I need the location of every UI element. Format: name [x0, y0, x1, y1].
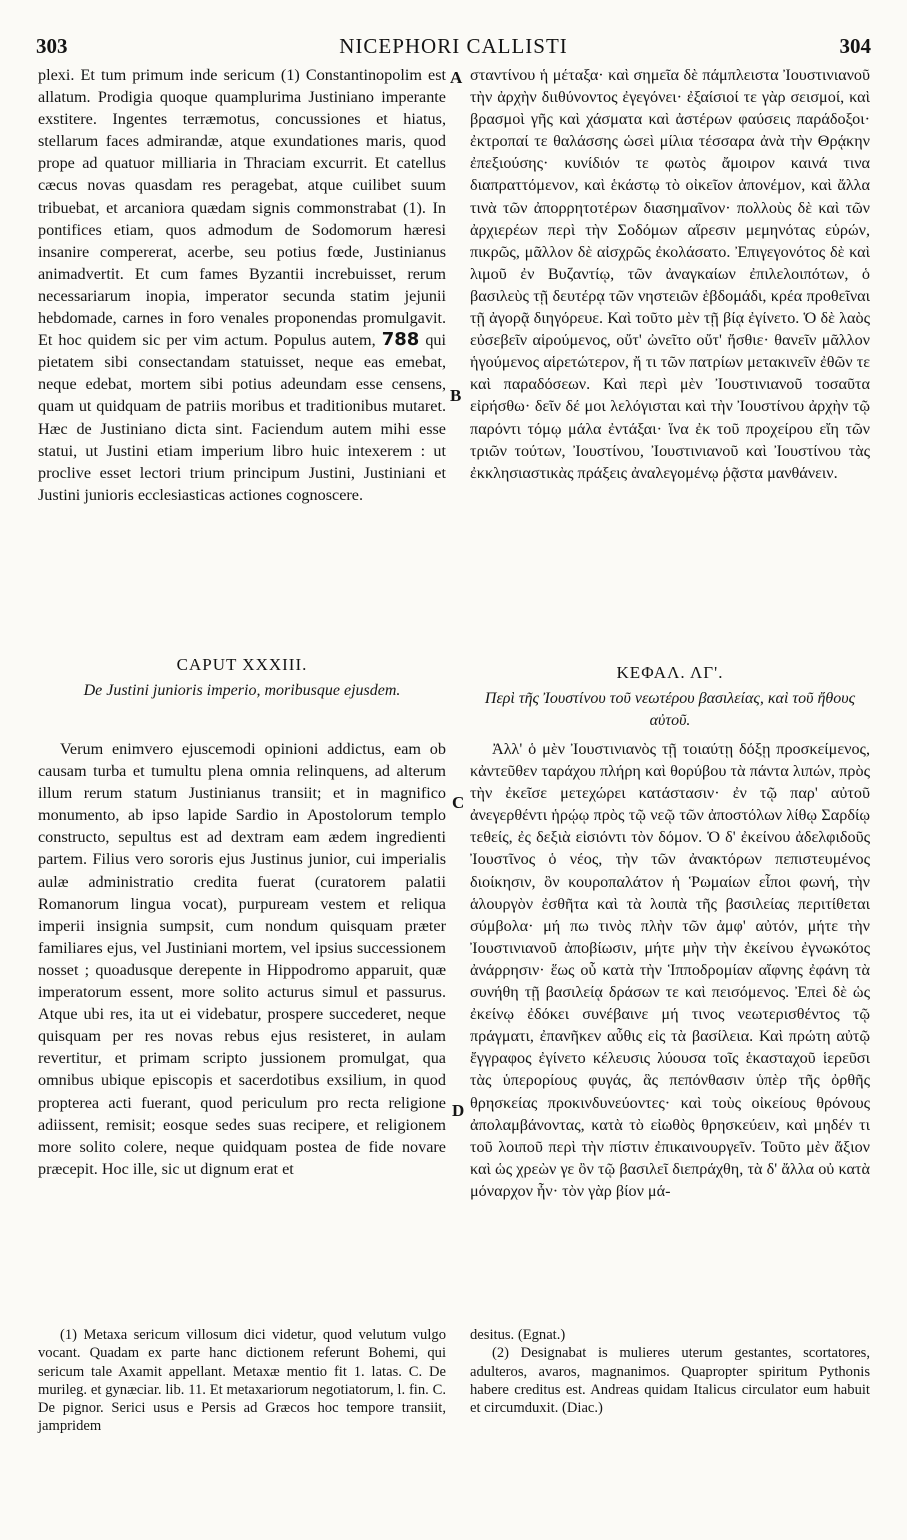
latin-footnote-1: (1) Metaxa sericum villosum dici videtur, quod velutum vulgo vocant. Quadam ex parte hanc dictionem referunt Bohemi, qui sericum tale Axamit appellant. Metaxæ mentio fit 1. latas. C. De murileg. et gynæciar. lib. 11. Et metaxariorum negotiatorum, l. fin. C. De pignor. Serici usus e Persis ad Græcos hoc tempore transiit, jampridem — [38, 1327, 446, 1435]
marginal-number: 788 — [381, 329, 420, 351]
latin-paragraph-2: Verum enimvero ejuscemodi opinioni addictus, eam ob causam turba et tumultu plena omnia relinquens, ad alterum illum rerum statum Justinianus transiit; et in magnifico monumento, ab ipso lapide Sardio in Apostolorum templo constructo, sepultus est ad dextram eam ædem ingredienti partem. Filius vero sororis ejus Justinus junior, cui imperialis aulæ administratio credita fuerat (curatorem palatii Romanorum lingua vocat), purpuream vestem et reliqua imperii insignia sumpsit, cum nondum quisquam præter familiares ejus, vel Justiniani mortem, vel ipsius successionem nosset ; quoadusque derepente in Hippodromo apparuit, quæ imperatorum essent, more solito acturus simul et passurus. Atque ubi res, ita ut ei videbatur, prospere succederet, neque quisquam per res novas rebus ejus resisteret, in aulam revertitur, et primam scripto jussionem promulgat, qua omnibus ubique episcopis et sacerdotibus exsilium, in quod propterea acti fuerant, quod periculum pro recta religione adiissent, remisit; eosque sedes suas recipere, et religionem more solito colere, neque quidquam postea de fide novare præcepit. Hoc ille, sic ut dignum erat et — [38, 740, 446, 1178]
greek-footnote-2: (2) Designabat is mulieres uterum gestantes, scortatores, adulteros, avaros, magnanimos. Quapropter spiritum Pythonis habere creditus est. Andreas quidam Italicus circulator eum habuit et circumduxit. (Diac.) — [470, 1345, 870, 1417]
latin-paragraph-1b-text: qui pietatem sibi consectandam statuisset, neque eas emebat, neque edebat, mortem sibi potius adeundam esse censens, quam ut quidquam de patriis moribus et traditionibus mutaret. Hæc de Justiniano dicta sint. Faciendum autem mihi esse statui, ut Justini etiam imperium libro huic intexerem : ut proclive esset lectori trium principum Justini, Justiniani et Justini junioris ecclesiasticas actiones cognoscere. — [38, 331, 447, 504]
margin-marker-a: A — [450, 68, 463, 87]
page-number-right: 304 — [839, 34, 871, 58]
running-title: NICEPHORI CALLISTI — [339, 34, 568, 58]
latin-column-top — [38, 64, 446, 506]
greek-footnotes — [470, 1326, 870, 1417]
margin-marker-b: B — [450, 386, 462, 405]
latin-chapter-title: CAPUT XXXIII. — [176, 655, 308, 674]
latin-footnote — [38, 1326, 446, 1436]
latin-chapter-heading — [38, 654, 446, 702]
latin-chapter-subtitle: De Justini junioris imperio, moribusque ejusdem. — [83, 682, 401, 700]
margin-marker-c: C — [452, 793, 465, 812]
page-number-left: 303 — [36, 34, 68, 58]
greek-chapter-subtitle: Περὶ τῆς Ἰουστίνου τοῦ νεωτέρου βασιλείας, καὶ τοῦ ἤθους αὐτοῦ. — [484, 690, 856, 730]
latin-paragraph-1 — [38, 64, 446, 506]
greek-column-bottom — [470, 738, 870, 1202]
greek-column-top — [470, 64, 870, 484]
greek-chapter-heading — [470, 662, 870, 732]
page-header — [36, 34, 871, 60]
greek-footnote-1: desitus. (Egnat.) — [470, 1327, 566, 1343]
latin-paragraph-1-text: plexi. Et tum primum inde sericum (1) Constantinopolim est allatum. Prodigia quoque quamplurima Justiniano imperante exstitere. Ingentes terræmotus, concussiones et hiatus, stellarum faces admirandæ, atque exundationes maris, quod prope ad quatuor milliaria in Thraciam excurrit. Et catellus cæcus novas quasdam res peragebat, atque cuilibet suum tribuebat, et arcaniora quædam signis commonstrabat (1). In pontifices etiam, quos admodum de Sodomorum hæresi insanire compererat, acerbe, seu potius fœde, Justinianus animadvertit. Et cum fames Byzantii increbuisset, rerum necessariarum inopia, imperator secunda statim jejunii hebdomade, carnes in foro venales proponendas promulgavit. Et hoc quidem sic per vim actum. Populus autem, — [38, 66, 446, 350]
greek-paragraph-2: Ἀλλ' ὁ μὲν Ἰουστινιανὸς τῇ τοιαύτῃ δόξῃ προσκείμενος, κἀντεῦθεν ταράχου πλήρη καὶ θορύβου τὰ πάντα λιπών, πρὸς τὴν ἐκεῖσε μετεχώρει κατάστασιν· ἐν τῷ παρ' αὐτοῦ ἀνεγερθέντι ἡρῴῳ πρὸς τῷ νεῷ τῶν ἀποστόλων λίθῳ Σαρδίῳ τεθείς, ἐς δεξιὰ εἰσιόντι τὸν δόμον. Ὁ δ' ἐκείνου ἀδελφιδοῦς Ἰουστῖνος ὁ νέος, τὴν τῶν ἀνακτόρων πεπιστευμένος διοίκησιν, ὃν κουροπαλάτον ἡ Ῥωμαίων εἶποι φωνή, τὴν ἁλουργὸν ἐσθῆτα καὶ τὰ λοιπὰ τῆς βασιλείας περιτίθεται σύμβολα· μή πω τινὸς πλὴν τῶν ἀμφ' αὐτόν, μήτε τὴν Ἰουστινιανοῦ ἀποβίωσιν, μήτε μὴν τὴν ἐκείνου ἐγνωκότος ἀνάρρησιν· ἕως οὗ κατὰ τὴν Ἱπποδρομίαν αἴφνης ἐφάνη τὰ συνήθη τῇ βασιλείᾳ δράσων τε καὶ πεισόμενος. Ἐπεὶ δὲ ὡς ἐκείνῳ ἐδόκει συνέβαινε μή τινος νεωτερισθέντος τῷ πράγματι, ἐπανῆκεν αὖθις εἰς τὰ βασίλεια. Καὶ πρώτη αὐτῷ ἔγγραφος ἐγίνετο κέλευσις λύουσα τοῖς ἑκασταχοῦ ἱερεῦσι τὰς ὑπερορίους φυγάς, ἃς πεπόνθασιν ὑπὲρ τῆς ὀρθῆς θρησκείας προκινδυνεύοντες· καὶ τοὺς οἰκείους θρόνους ἀπολαμβάνοντας, κατὰ τὸ εἰωθὸς θρησκεύειν, καὶ μηδέν τι τοῦ λοιποῦ περὶ τὴν πίστιν ἐπικαινουργεῖν. Τοῦτο μὲν ἄξιον καὶ ὡς χρεὼν γε ὂν τῷ βασιλεῖ διεπράχθη, τὰ δ' ἄλλα οὐ κατὰ μόναρχον ἦν· τὸν γὰρ βίον μά- — [470, 740, 870, 1200]
latin-column-bottom — [38, 738, 446, 1180]
greek-paragraph-1: σταντίνου ἡ μέταξα· καὶ σημεῖα δὲ πάμπλειστα Ἰουστινιανοῦ τὴν ἀρχὴν διιθύνοντος ἐγεγόνει· ἐξαίσιοί τε γὰρ σεισμοί, καὶ βρασμοὶ γῆς καὶ χάσματα καὶ ἀστέρων φαύσεις παράδοξοι· ἐκτροπαί τε θαλάσσης ὡσεὶ μίλια τέσσαρα ἀνὰ τὴν Θρᾴκην ἐπεξιούσης· κυνίδιόν τε φωτὸς ἄμοιρον καινά τινα διαπραττόμενον, καὶ ἑκάστῳ τὸ οἰκεῖον ἀπονέμον, καὶ ἄλλα τινὰ τῶν ἀπορρητοτέρων διασημαῖνον· πολλοὺς δὲ καὶ τῶν ἀρχιερέων περὶ τὴν Σοδόμων αἵρεσιν μεμηνότας εὑρών, πικρῶς, μᾶλλον δὲ αἰσχρῶς ἐκολάσατο. Ἐπιγεγονότος δὲ καὶ λιμοῦ ἐν Βυζαντίῳ, τῶν ἀναγκαίων ἐπιλελοιπότων, ὁ βασιλεὺς τῇ δευτέρᾳ τῶν νηστειῶν ἑβδομάδι, κρέα προθεῖναι τῇ ἀγορᾷ διηγόρευε. Καὶ τοῦτο μὲν τῇ βίᾳ ἐγίνετο. Ὁ δὲ λαὸς εὐσεβεῖν αἱρούμενος, οὔτ' ὠνεῖτο οὔτ' ἤσθιε· θανεῖν μᾶλλον ἡγούμενος αἱρετώτερον, ἤ τι τῶν πατρίων μετακινεῖν ἐθῶν τε καὶ παραδόσεων. Καὶ περὶ μὲν Ἰουστινιανοῦ τοσαῦτα εἰρήσθω· δεῖν δέ μοι λελόγισται καὶ τὴν Ἰουστίνου ἀρχὴν τῷ παρόντι τόμῳ μάλα ἐντάξαι· ἵνα ἐκ τοῦ προχείρου εἴη τῶν τριῶν τούτων, Ἰουστίνου, Ἰουστινιανοῦ καὶ Ἰουστίνου τὰς ἐκκλησιαστικὰς πράξεις ἀναλεγομένῳ ῥᾷστα μανθάνειν. — [470, 66, 870, 482]
greek-chapter-title: ΚΕΦΑΛ. ΛΓ'. — [616, 663, 724, 682]
margin-marker-d: D — [452, 1101, 465, 1120]
